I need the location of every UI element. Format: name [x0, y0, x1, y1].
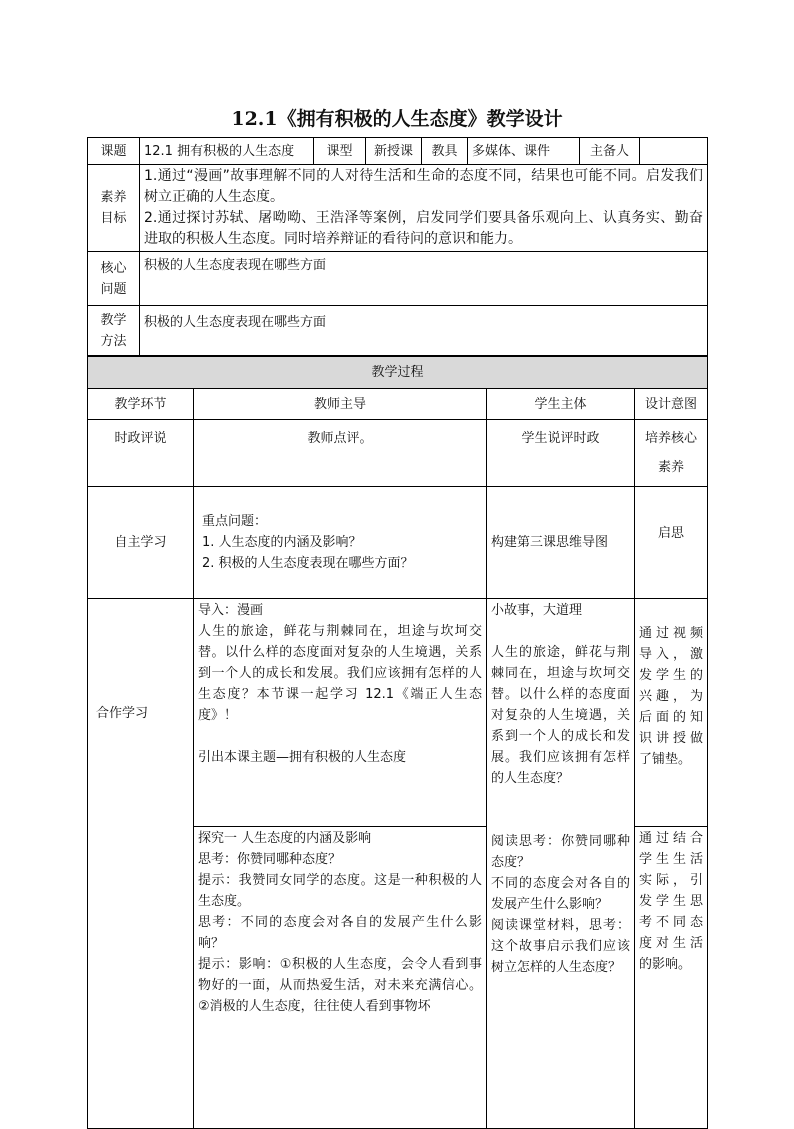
self-study-teacher: 重点问题： 1. 人生态度的内涵及影响？ 2. 积极的人生态度表现在哪些方面？ — [194, 487, 487, 599]
method-label: 教学 方法 — [88, 306, 140, 356]
coop-teacher-intro: 导入：漫画 人生的旅途，鲜花与荆棘同在，坦途与坎坷交替。以什么样的态度面对复杂的人生境遇，关系到一个人的成长和发展。我们应该拥有怎样的人生态度？本节课一起学习 12.1《端正人生态度》！ 引出本课主题—拥有积极的人生态度 — [194, 599, 487, 827]
topic-label: 课题 — [88, 138, 140, 165]
col-stage: 教学环节 — [88, 389, 194, 420]
process-columns-row — [88, 389, 708, 420]
preparer-value — [640, 138, 708, 165]
news-student: 学生说评时政 — [487, 420, 635, 487]
type-label: 课型 — [314, 138, 366, 165]
method-text: 积极的人生态度表现在哪些方面 — [140, 306, 708, 356]
page-title: 12.1《拥有积极的人生态度》教学设计 — [231, 108, 563, 130]
type-value: 新授课 — [366, 138, 422, 165]
self-study-stage: 自主学习 — [88, 487, 194, 599]
goals-text: 1.通过“漫画”故事理解不同的人对待生活和生命的态度不同，结果也可能不同。启发我们树立正确的人生态度。 2.通过探讨苏轼、屠呦呦、王浩泽等案例，启发同学们要具备乐观向上、认真务实、勤奋进取的积极人生态度。同时培养辩证的看待问的意识和能力。 — [140, 165, 708, 252]
preparer-label: 主备人 — [580, 138, 640, 165]
coop-intent-2: 通过结合学生生活实际，引发学生思考不同态度对生活的影响。 — [635, 827, 708, 1129]
core-question-row — [88, 252, 708, 306]
coop-row-1 — [88, 599, 708, 827]
coop-stage: 合作学习 — [88, 599, 194, 1129]
method-row — [88, 306, 708, 356]
process-header: 教学过程 — [88, 357, 708, 389]
news-stage: 时政评说 — [88, 420, 194, 487]
goals-label: 素养 目标 — [88, 165, 140, 252]
col-teacher: 教师主导 — [194, 389, 487, 420]
core-question-text: 积极的人生态度表现在哪些方面 — [140, 252, 708, 306]
self-study-row — [88, 487, 708, 599]
col-student: 学生主体 — [487, 389, 635, 420]
goals-row — [88, 165, 708, 252]
process-table — [87, 356, 708, 1129]
lesson-info-table — [87, 137, 708, 356]
news-teacher: 教师点评。 — [194, 420, 487, 487]
topic-value: 12.1 拥有积极的人生态度 — [140, 138, 314, 165]
news-row — [88, 420, 708, 487]
tools-value: 多媒体、课件 — [468, 138, 580, 165]
core-question-label: 核心 问题 — [88, 252, 140, 306]
self-study-intent: 启思 — [635, 487, 708, 599]
coop-teacher-explore: 探究一 人生态度的内涵及影响 思考：你赞同哪种态度？ 提示：我赞同女同学的态度。这是一种积极的人生态度。 思考：不同的态度会对各自的发展产生什么影响？ 提示：影响：①积极的人生态度，会令人看到事物好的一面，从而热爱生活，对未来充满信心。②消极的人生态度，往往使人看到事物坏 — [194, 827, 487, 1129]
header-row — [88, 138, 708, 165]
tools-label: 教具 — [422, 138, 468, 165]
coop-student: 小故事，大道理 人生的旅途，鲜花与荆棘同在，坦途与坎坷交替。以什么样的态度面对复杂的人生境遇，关系到一个人的成长和发展。我们应该拥有怎样的人生态度？ 阅读思考：你赞同哪种态度？ 不同的态度会对各自的发展产生什么影响？ 阅读课堂材料，思考：这个故事启示我们应该树立怎样的人生态度？ — [487, 599, 635, 1129]
news-intent: 培养核心 素养 — [635, 420, 708, 487]
col-intent: 设计意图 — [635, 389, 708, 420]
coop-intent-1: 通过视频导入，激发学生的兴趣，为后面的知识讲授做了铺垫。 — [635, 599, 708, 827]
self-study-student: 构建第三课思维导图 — [487, 487, 635, 599]
